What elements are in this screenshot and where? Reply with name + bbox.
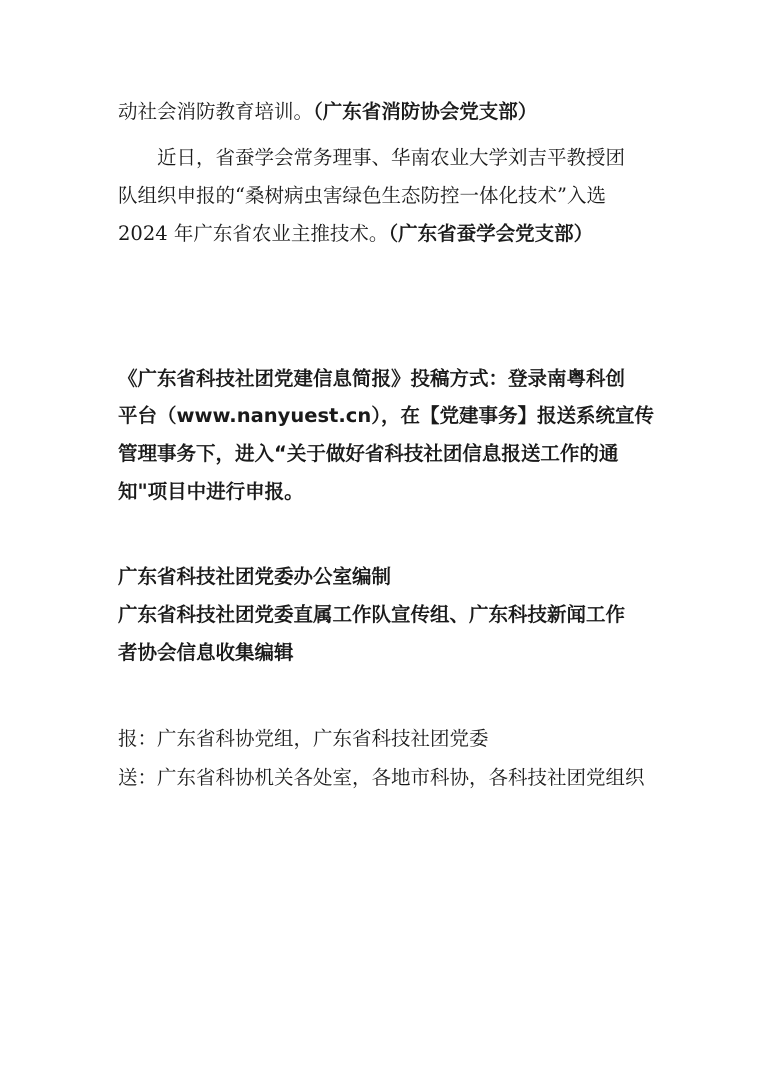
credits-collector-line-2: 者协会信息收集编辑 — [118, 641, 294, 664]
news-paragraph-1-line-1 — [118, 99, 537, 125]
credits-collector-line-1: 广东省科技社团党委直属工作队宣传组、广东科技新闻工作 — [118, 603, 626, 626]
news-source-sericulture-society: （广东省蚕学会党支部） — [388, 222, 594, 245]
submission-line-3: 管理事务下，进入“关于做好省科技社团信息报送工作的通 — [118, 442, 619, 465]
news-paragraph-2-line-1: 近日，省蚕学会常务理事、华南农业大学刘吉平教授团 — [157, 146, 626, 169]
distribution-send-to: 送：广东省科协机关各处室，各地市科协，各科技社团党组织 — [118, 766, 645, 789]
news-source-fire-association: （广东省消防协会党支部） — [313, 100, 538, 123]
submission-line-2: 平台（www.nanyuest.cn），在【党建事务】报送系统宣传 — [118, 404, 654, 427]
submission-line-4: 知"项目中进行申报。 — [118, 480, 304, 503]
news-paragraph-1-text: 动社会消防教育培训。 — [118, 100, 314, 123]
news-paragraph-2-text: 2024 年广东省农业主推技术。 — [118, 222, 389, 245]
news-paragraph-2-line-2: 队组织申报的“桑树病虫害绿色生态防控一体化技术”入选 — [118, 184, 606, 207]
credits-editor: 广东省科技社团党委办公室编制 — [118, 565, 392, 588]
news-paragraph-2-line-3 — [118, 221, 593, 247]
submission-line-1: 《广东省科技社团党建信息简报》投稿方式：登录南粤科创 — [118, 367, 626, 390]
distribution-report-to: 报：广东省科协党组，广东省科技社团党委 — [118, 727, 489, 750]
